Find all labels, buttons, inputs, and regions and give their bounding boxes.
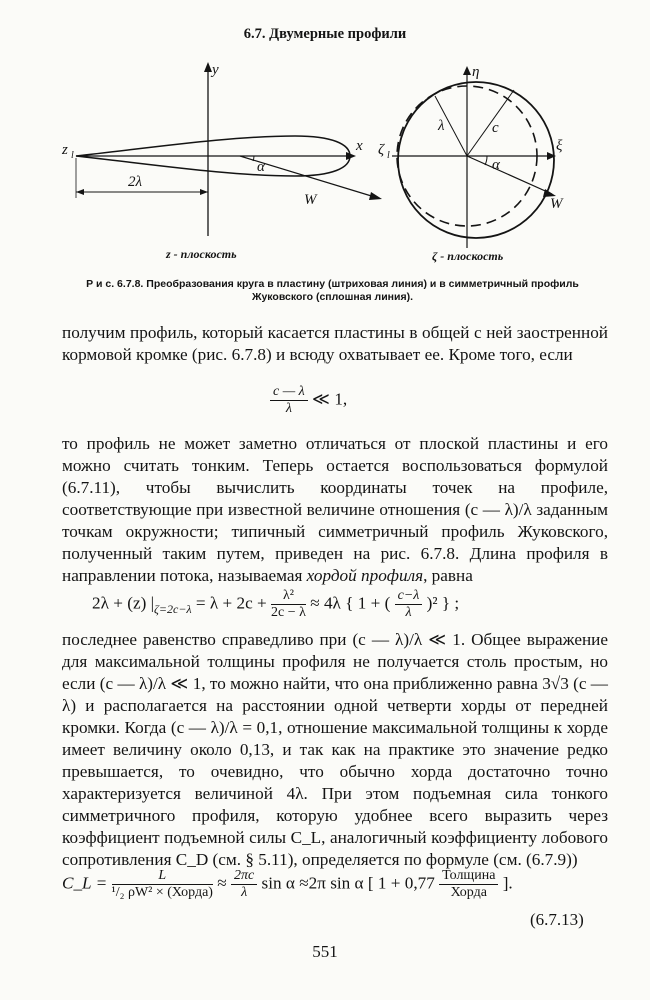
label-w-left: W xyxy=(304,192,317,208)
label-c: c xyxy=(492,120,499,136)
equation-lift-coefficient: C_L = $\frac{L}{\text{¹/₂ ρW² × (Хорда)}}$ ≈ $\frac{2\pi c}{\lambda}$ sin α ≈2π sin α [ 1 + 0,77 $\frac{\text{Толщина}}{\text{Хорда}}$ ]. xyxy=(62,868,513,900)
page-number: 551 xyxy=(312,942,338,961)
label-z1: z xyxy=(62,142,68,158)
chord-term: хордой профиля xyxy=(306,566,424,585)
label-xi: ξ xyxy=(556,138,563,154)
label-zeta1: ζ xyxy=(378,142,385,158)
figure-6-7-8 xyxy=(40,58,620,278)
label-2lambda: 2λ xyxy=(128,174,142,190)
z-plane-diagram xyxy=(76,62,382,236)
zeta-plane-diagram xyxy=(392,66,556,248)
equation-ratio xyxy=(270,384,390,428)
label-alpha-right: α xyxy=(492,157,500,173)
ratio-fraction: $\frac{c — \lambda}{\lambda}$ xyxy=(270,384,308,417)
c-radius xyxy=(467,90,514,156)
paragraph-3: последнее равенство справедливо при (c — λ)/λ ≪ 1. Общее выражение для максимальной толщины профиля не получается столь простым, но если (c — λ)/λ ≪ 1, то можно найти, что она приближенно равна 3√3 (c — λ) и располагается на расстоянии одной четверти хорды от передней кромки. Когда (c — λ)/λ = 0,1, отношение максимальной толщины к хорде имеет величину около 0,13, и так как на практике это значение редко превышается, то очевидно, что обычно хорда достаточно точно характеризуется величиной 4λ. При этом подъемная сила тонкого симметричного профиля, которую удобнее всего выразить через коэффициент подъемной силы C_L, аналогичный коэффициенту лобового сопротивления C_D (см. § 5.11), определяется по формуле (см. (6.7.9)) xyxy=(62,630,608,869)
paragraph-1: получим профиль, который касается пластины в общей с ней заостренной кормовой кромке (рис. 6.7.8) и всюду охватывает ее. Кроме того, если xyxy=(62,323,608,364)
equation-chord: 2λ + (z) $|_{\zeta=2c-\lambda} = \lambda + 2c$ + $\frac{\text{λ²}}{2c - \lambda}$ ≈ 4λ { 1 + ( $\frac{c-\lambda}{\lambda}$ )² } ; xyxy=(92,588,460,620)
y-axis-arrow xyxy=(204,62,212,72)
caption-text: Преобразования круга в пластину (штриховая линия) и в симметричный профиль Жуковского (сплошная линия). xyxy=(146,278,579,303)
label-z1-sub: l xyxy=(71,150,74,161)
label-zeta1-sub: l xyxy=(387,150,390,161)
label-x: x xyxy=(356,138,363,154)
label-z-plane: z - плоскость xyxy=(166,247,237,261)
ratio-rest: ≪ 1, xyxy=(312,389,348,409)
alpha-arc-zeta xyxy=(485,156,487,165)
label-y: y xyxy=(212,62,219,78)
label-zeta-plane: ζ - плоскость xyxy=(432,249,504,263)
figure-caption xyxy=(55,278,610,304)
label-lambda: λ xyxy=(438,118,445,134)
caption-lead: Р и с. 6.7.8. xyxy=(86,278,144,290)
x-axis-arrow xyxy=(346,152,356,160)
flow-arrow xyxy=(369,192,382,200)
label-w-right: W xyxy=(550,196,563,212)
running-header: 6.7. Двумерные профили xyxy=(243,26,407,42)
equation-number: (6.7.13) xyxy=(530,910,584,929)
paragraph-2: то профиль не может заметно отличаться от плоской пластины и его можно считать тонким. Теперь остается воспользоваться формулой (6.7.11), чтобы вычислить координаты точек на профиле, соответствующие при известной величине отношения (c — λ)/λ заданным точкам окружности; типичный симметричный профиль Жуковского, полученный таким путем, приведен на рис. 6.7.8. Длина профиля в направлении потока, называемая хордой профиля, равна xyxy=(62,434,608,585)
flow-line-zeta xyxy=(467,156,552,194)
label-alpha-left: α xyxy=(257,159,265,175)
label-eta: η xyxy=(472,64,480,80)
